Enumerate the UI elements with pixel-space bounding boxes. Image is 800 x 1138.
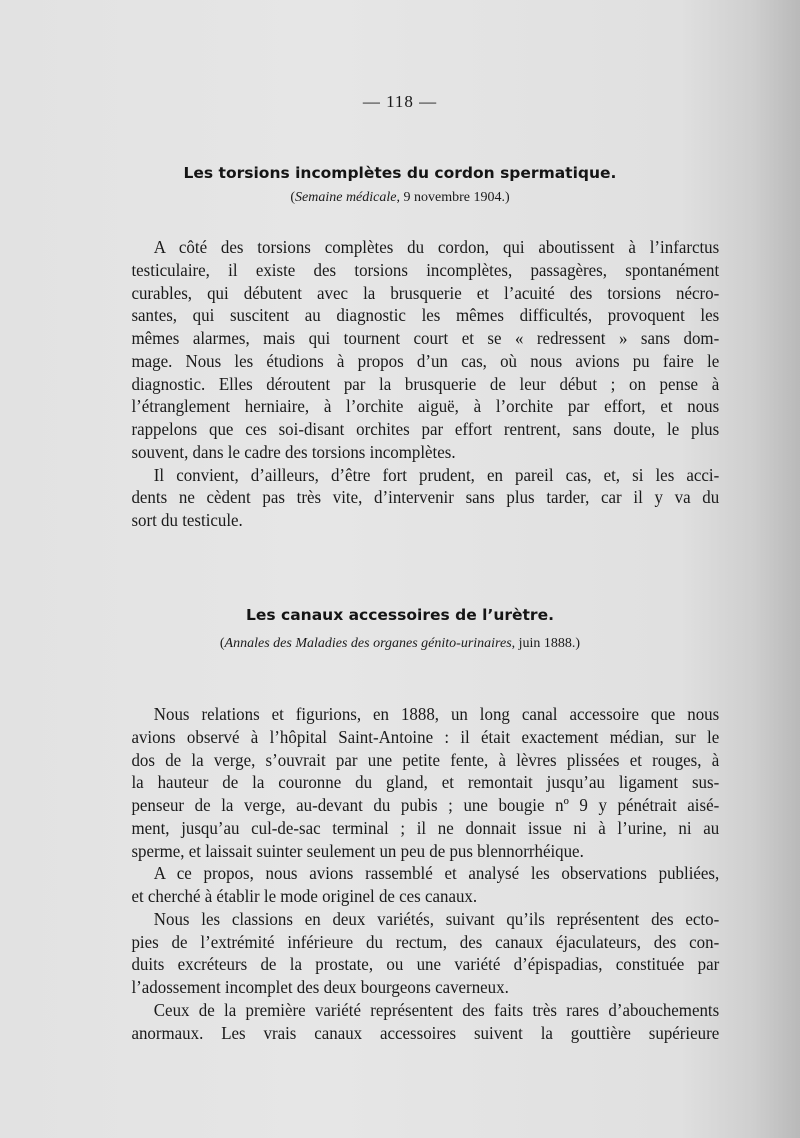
article-source-canaux bbox=[0, 636, 800, 652]
paragraph bbox=[111, 236, 719, 464]
source-date: , juin 1888.) bbox=[511, 636, 581, 651]
text-line: avions observé à l’hôpital Saint-Antoine : il était exactement médian, sur le bbox=[131, 726, 720, 747]
article-title-torsions: Les torsions incomplètes du cordon spermatique. bbox=[183, 164, 617, 182]
article-title-canaux: Les canaux accessoires de l’urètre. bbox=[246, 606, 554, 624]
source-date: , 9 novembre 1904.) bbox=[396, 190, 510, 205]
text-line: Ceux de la première variété représentent des faits très rares d’abouchements bbox=[153, 999, 720, 1020]
text-line: A côté des torsions complètes du cordon, qui aboutissent à l’infarctus bbox=[153, 237, 720, 257]
source-open-paren: ( bbox=[290, 190, 296, 205]
source-journal: Semaine médicale bbox=[295, 190, 397, 205]
text-line: sort du testicule. bbox=[131, 510, 243, 530]
source-open-paren: ( bbox=[219, 636, 225, 651]
text-line: dents ne cèdent pas très vite, d’intervenir sans plus tarder, car il y va du bbox=[131, 487, 720, 508]
text-line: l’adossement incomplet des deux bourgeons caverneux. bbox=[131, 977, 509, 997]
paragraph bbox=[111, 999, 719, 1045]
paragraph bbox=[111, 464, 719, 532]
text-line: rappelons que ces soi-disant orchites par effort rentrent, sans doute, le plus bbox=[131, 419, 720, 439]
article-body-torsions bbox=[111, 236, 719, 532]
text-line: penseur de la verge, au-devant du pubis ; une bougie nº 9 y pénétrait aisé- bbox=[131, 795, 720, 815]
text-line: mêmes alarmes, mais qui tournent court et se « redressent » sans dom- bbox=[131, 328, 720, 348]
text-line: souvent, dans le cadre des torsions incomplètes. bbox=[131, 441, 456, 462]
paragraph bbox=[111, 862, 719, 908]
text-line: santes, qui suscitent au diagnostic les mêmes difficultés, provoquent les bbox=[131, 305, 720, 326]
text-line: mage. Nous les étudions à propos d’un cas, où nous avions pu faire le bbox=[131, 350, 720, 371]
paragraph bbox=[111, 908, 719, 999]
text-line: dos de la verge, s’ouvrait par une petite fente, à lèvres plissées et rouges, à bbox=[131, 749, 720, 770]
text-line: l’étranglement herniaire, à l’orchite aiguë, à l’orchite par effort, et nous bbox=[131, 396, 720, 417]
text-line: la hauteur de la couronne du gland, et remontait jusqu’au ligament sus- bbox=[131, 772, 720, 793]
paragraph bbox=[111, 703, 719, 862]
text-line: testiculaire, il existe des torsions incomplètes, passagères, spontanément bbox=[131, 259, 720, 280]
text-line: pies de l’extrémité inférieure du rectum, des canaux éjaculateurs, des con- bbox=[131, 931, 720, 952]
text-line: Il convient, d’ailleurs, d’être fort prudent, en pareil cas, et, si les acci- bbox=[153, 464, 720, 485]
source-journal: Annales des Maladies des organes génito-urinaires bbox=[224, 636, 512, 651]
text-line: anormaux. Les vrais canaux accessoires suivent la gouttière supérieure bbox=[131, 1022, 720, 1043]
text-line: Nous relations et figurions, en 1888, un long canal accessoire que nous bbox=[153, 704, 720, 724]
text-line: duits excréteurs de la prostate, ou une variété d’épispadias, constituée par bbox=[131, 954, 720, 975]
text-line: diagnostic. Elles déroutent par la brusquerie de leur début ; on pense à bbox=[131, 373, 720, 394]
text-line: ment, jusqu’au cul-de-sac terminal ; il ne donnait issue ni à l’urine, ni au bbox=[131, 817, 720, 838]
article-body-canaux bbox=[111, 703, 719, 1044]
text-line: Nous les classions en deux variétés, suivant qu’ils représentent des ecto- bbox=[153, 908, 720, 929]
text-line: et cherché à établir le mode originel de ces canaux. bbox=[131, 886, 478, 906]
page-number: — 118 — bbox=[362, 92, 438, 111]
text-line: sperme, et laissait suinter seulement un peu de pus blennorrhéique. bbox=[131, 840, 584, 861]
text-line: curables, qui débutent avec la brusquerie et l’acuité des torsions nécro- bbox=[131, 282, 720, 303]
text-line: A ce propos, nous avions rassemblé et analysé les observations publiées, bbox=[153, 863, 720, 884]
article-source-torsions bbox=[0, 190, 800, 206]
